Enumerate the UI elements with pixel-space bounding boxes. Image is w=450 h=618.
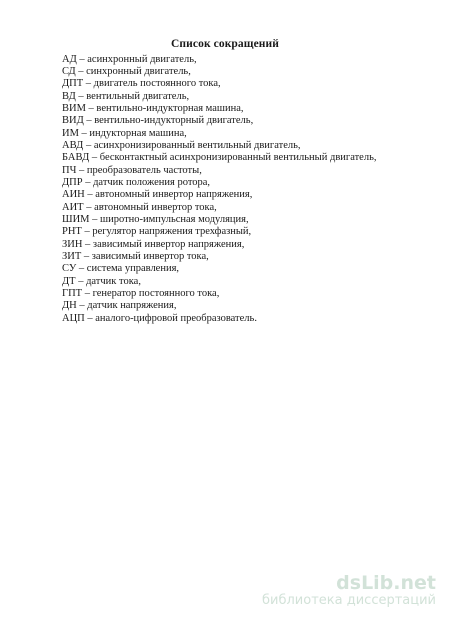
watermark	[262, 573, 436, 609]
list-item: АИН – автономный инвертор напряжения,	[62, 189, 253, 201]
list-item: АД – асинхронный двигатель,	[62, 53, 197, 65]
list-item: ДТ – датчик тока,	[62, 275, 141, 287]
list-item: ВД – вентильный двигатель,	[62, 90, 190, 102]
watermark-subtitle: библиотека диссертаций	[262, 593, 436, 608]
list-item: ПЧ – преобразователь частоты,	[62, 164, 202, 176]
list-item: СУ – система управления,	[62, 263, 180, 275]
list-item: АЦП – аналого-цифровой преобразователь.	[62, 312, 257, 324]
list-item: РНТ – регулятор напряжения трехфазный,	[62, 226, 252, 238]
watermark-logo: dsLib.net	[336, 572, 436, 594]
list-item: ДПР – датчик положения ротора,	[62, 176, 211, 188]
list-item: АВД – асинхронизированный вентильный двигатель,	[62, 139, 301, 151]
list-item: АИТ – автономный инвертор тока,	[62, 201, 217, 213]
list-item: ДН – датчик напряжения,	[62, 300, 177, 312]
list-item: ЗИН – зависимый инвертор напряжения,	[62, 238, 245, 250]
list-item: ДПТ – двигатель постоянного тока,	[62, 78, 221, 90]
list-item: ВИМ – вентильно-индукторная машина,	[62, 102, 244, 114]
list-item: ИМ – индукторная машина,	[62, 127, 187, 139]
list-item: ШИМ – широтно-импульсная модуляция,	[62, 213, 249, 225]
list-item: ЗИТ – зависимый инвертор тока,	[62, 251, 209, 262]
list-item: СД – синхронный двигатель,	[62, 65, 191, 77]
abbreviation-list	[62, 54, 377, 326]
list-item: БАВД – бесконтактный асинхронизированный вентильный двигатель,	[62, 152, 377, 164]
list-item: ГПТ – генератор постоянного тока,	[62, 288, 220, 300]
page-title: Список сокращений	[171, 38, 279, 50]
list-item: ВИД – вентильно-индукторный двигатель,	[62, 115, 254, 127]
